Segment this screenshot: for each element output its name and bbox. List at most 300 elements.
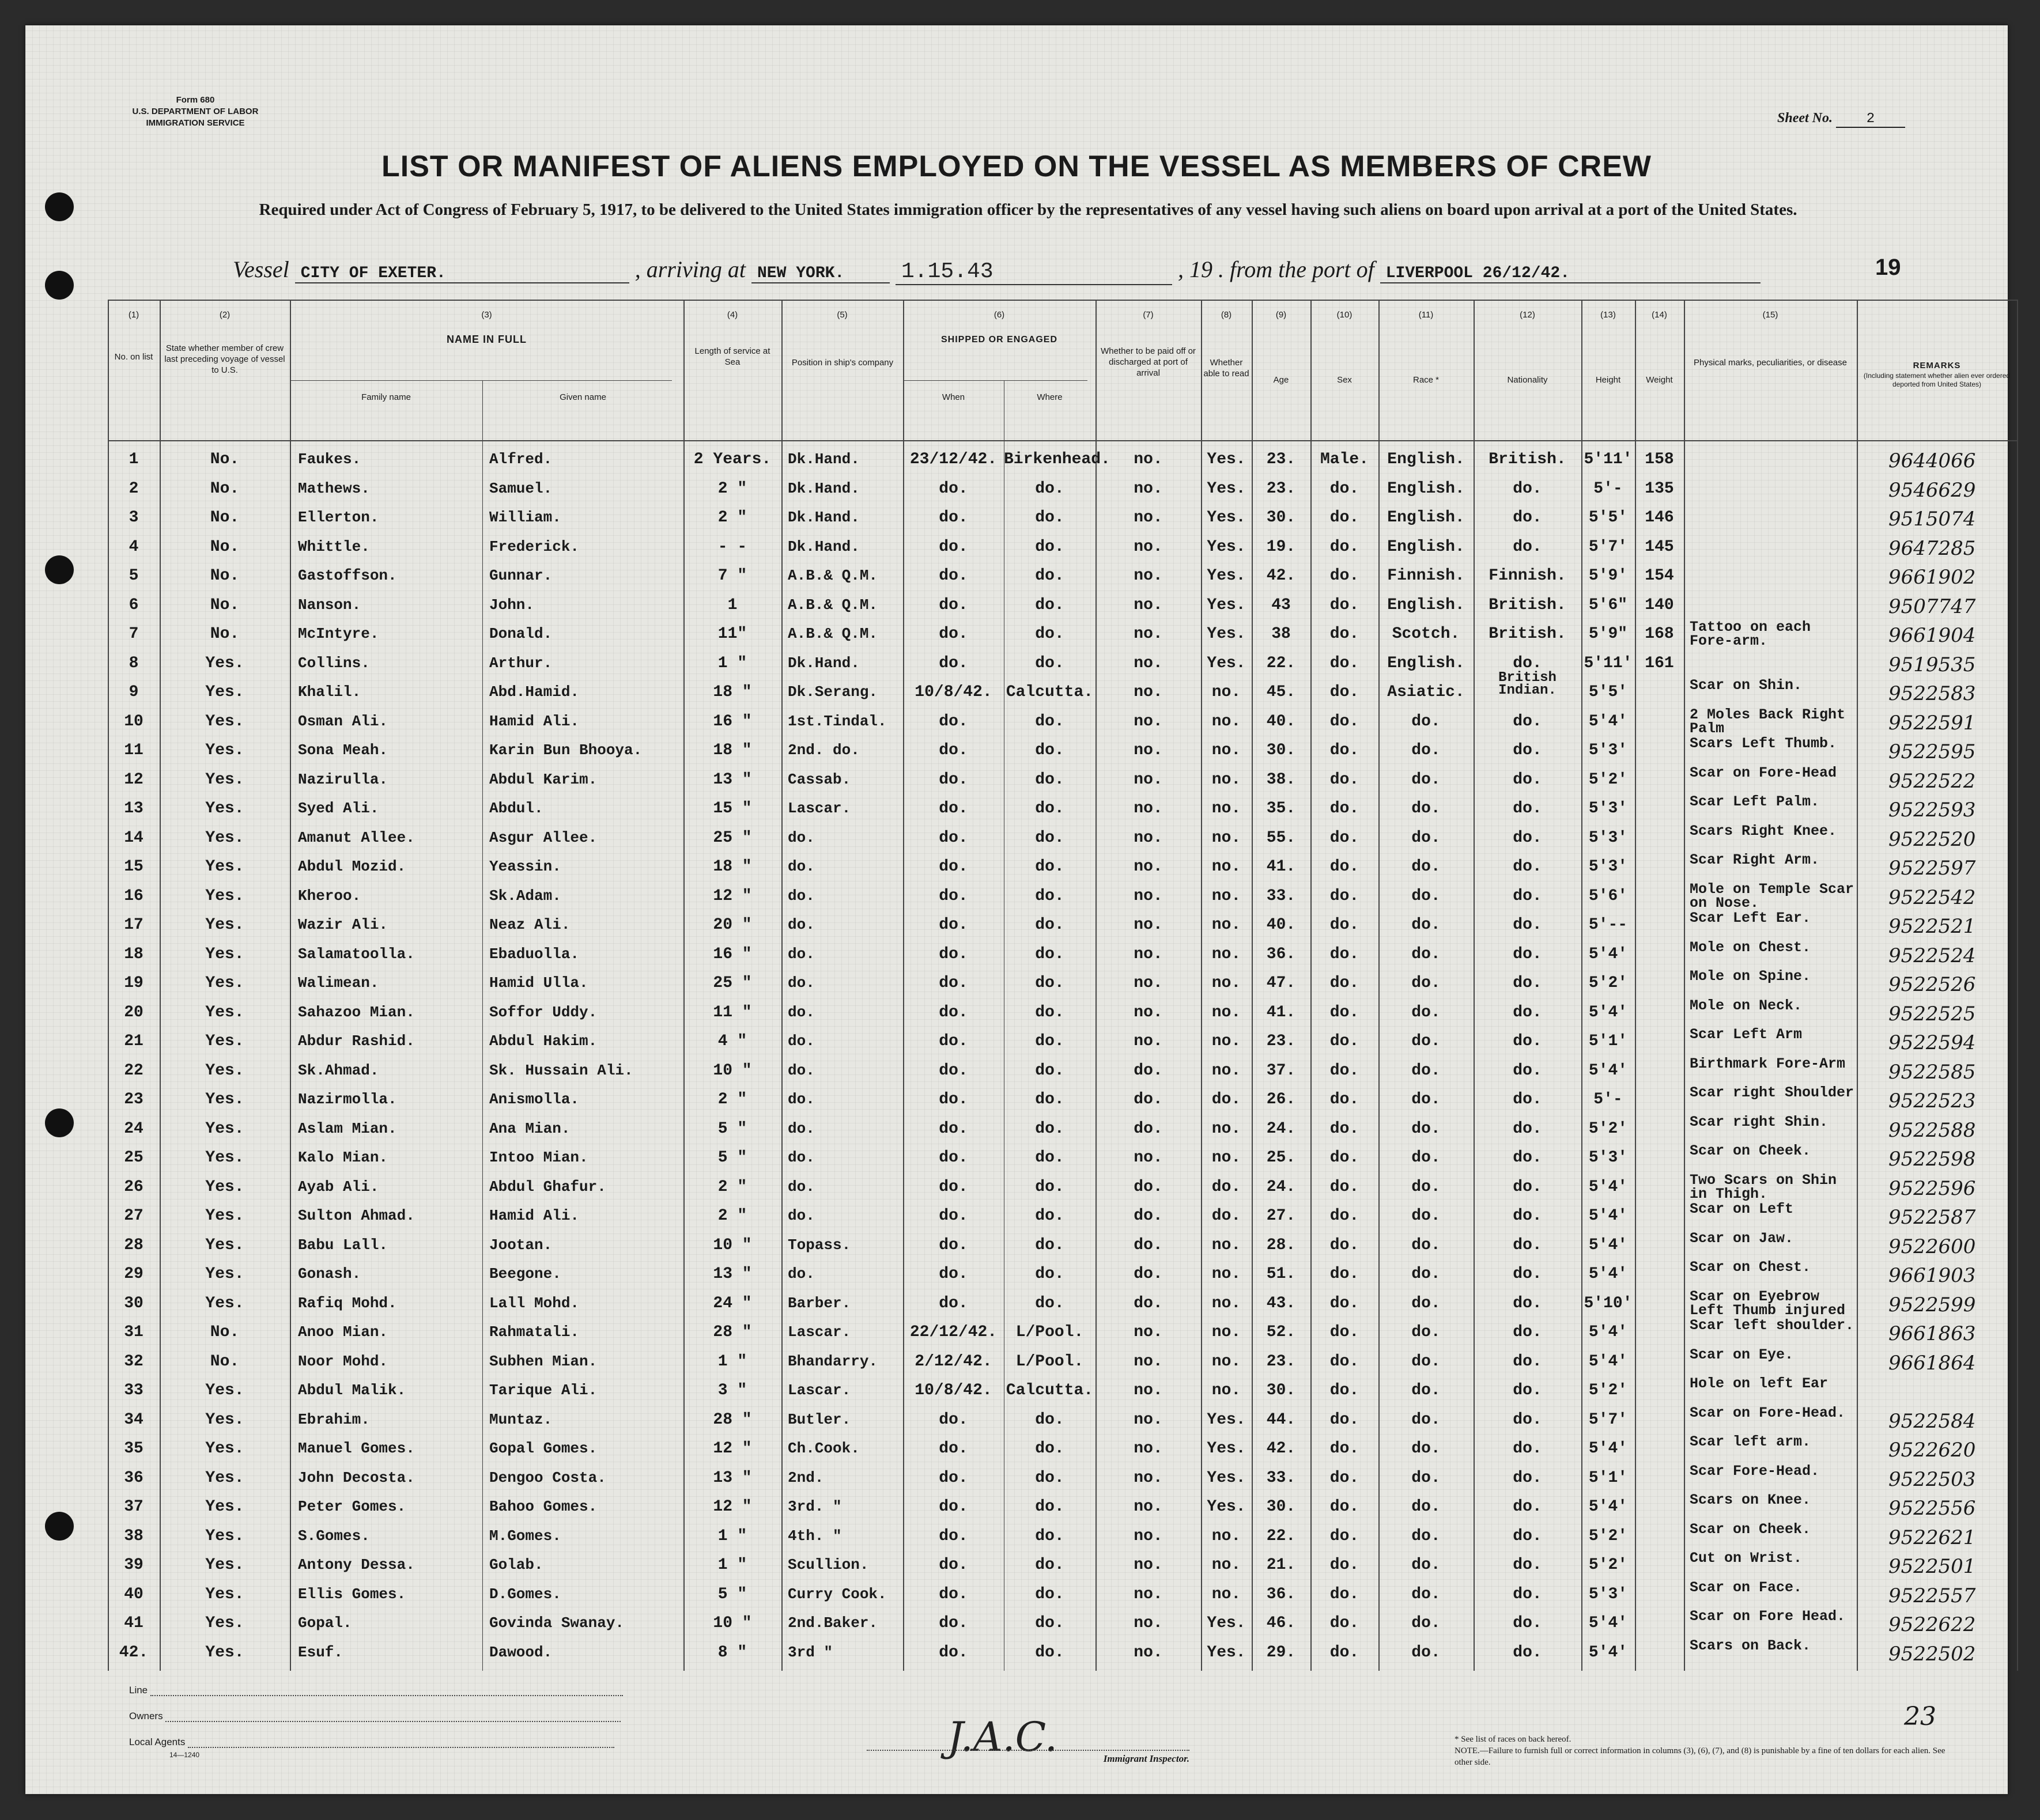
cell-race: do. — [1411, 1032, 1441, 1050]
cell-where: do. — [1035, 828, 1064, 847]
cell-n: 11 — [124, 741, 143, 759]
cell-sex: do. — [1329, 1294, 1359, 1312]
cell-service: 1 — [727, 596, 738, 614]
cell-family: Abdul Malik. — [298, 1382, 406, 1399]
cell-height: 5'1' — [1588, 1032, 1628, 1050]
cell-given: Rahmatali. — [489, 1323, 580, 1341]
cell-service: 5 " — [717, 1585, 747, 1603]
cell-remark: 9522588 — [1888, 1118, 1976, 1142]
cell-marks: Scars on Knee. — [1690, 1492, 1811, 1508]
cell-given: Ebaduolla. — [489, 945, 580, 963]
cell-read: do. — [1211, 1207, 1241, 1225]
cell-height: 5'4' — [1588, 1440, 1628, 1458]
cell-paid: no. — [1134, 596, 1163, 614]
cell-where: do. — [1035, 509, 1064, 527]
cell-paid: no. — [1134, 741, 1163, 759]
cell-height: 5'10' — [1584, 1294, 1633, 1312]
table-row — [108, 502, 2018, 531]
cell-given: John. — [489, 596, 535, 614]
cell-when: do. — [939, 1061, 968, 1080]
col-num-9: (9) — [1275, 310, 1287, 320]
cell-sex: do. — [1329, 1352, 1359, 1371]
cell-family: Mathews. — [298, 479, 370, 497]
cell-position: Butler. — [788, 1410, 851, 1428]
cell-n: 15 — [124, 858, 143, 876]
cell-remark: 9522526 — [1888, 973, 1976, 996]
cell-height: 5'3' — [1588, 828, 1628, 847]
cell-position: do. — [788, 1178, 815, 1195]
cell-remark: 9522583 — [1888, 682, 1976, 705]
cell-n: 27 — [124, 1207, 143, 1225]
col-num-1: (1) — [128, 310, 139, 320]
cell-remark: 9522600 — [1888, 1235, 1976, 1258]
cell-read: Yes. — [1207, 625, 1246, 643]
cell-nat: do. — [1513, 1149, 1542, 1167]
department: U.S. DEPARTMENT OF LABOR — [132, 107, 259, 116]
cell-nat: do. — [1513, 538, 1542, 556]
cell-race: English. — [1387, 596, 1465, 614]
cell-family: Aslam Mian. — [298, 1119, 397, 1137]
cell-family: Sona Meah. — [298, 741, 388, 759]
cell-position: do. — [788, 858, 815, 875]
cell-sex: do. — [1329, 1091, 1359, 1108]
cell-family: Nazirulla. — [298, 770, 388, 788]
cell-service: 4 " — [717, 1032, 747, 1050]
cell-sex: do. — [1329, 1003, 1359, 1021]
cell-nat: do. — [1513, 654, 1542, 672]
cell-marks: Scar Left Arm — [1690, 1026, 1803, 1043]
cell-service: 18 " — [713, 858, 752, 876]
cell-sex: Male. — [1320, 451, 1369, 468]
header-weight: Weight — [1646, 375, 1673, 385]
table-row — [108, 1346, 2018, 1375]
header-race: Race * — [1412, 375, 1440, 385]
cell-n: 33 — [124, 1382, 143, 1399]
cell-prev: Yes. — [205, 1440, 244, 1458]
cell-sex: do. — [1329, 1061, 1359, 1080]
cell-service: 15 " — [713, 800, 752, 818]
table-row — [108, 531, 2018, 561]
cell-nat: do. — [1513, 1178, 1542, 1196]
cell-race: do. — [1411, 1352, 1441, 1371]
cell-prev: No. — [210, 567, 240, 585]
cell-nat: do. — [1513, 1119, 1542, 1138]
cell-nat: do. — [1513, 1382, 1542, 1399]
cell-position: Dk.Hand. — [788, 479, 860, 497]
cell-family: Ebrahim. — [298, 1410, 370, 1428]
cell-race: do. — [1411, 1265, 1441, 1283]
cell-remark: 9644066 — [1888, 449, 1976, 472]
cell-service: 18 " — [713, 683, 752, 701]
cell-remark: 9522525 — [1888, 1002, 1976, 1026]
cell-where: do. — [1035, 1265, 1064, 1283]
cell-position: 1st.Tindal. — [788, 712, 887, 730]
cell-prev: Yes. — [205, 1149, 244, 1167]
cell-nat: do. — [1513, 1032, 1542, 1050]
cell-race: do. — [1411, 1294, 1441, 1312]
cell-position: do. — [788, 1119, 815, 1137]
cell-when: do. — [939, 974, 968, 992]
cell-paid: no. — [1134, 1323, 1163, 1341]
cell-when: do. — [939, 1091, 968, 1108]
cell-prev: Yes. — [205, 1556, 244, 1574]
manifest-page — [25, 25, 2011, 1794]
cell-age: 35. — [1266, 800, 1296, 818]
cell-remark: 9522521 — [1888, 915, 1976, 938]
cell-given: Dengoo Costa. — [489, 1469, 606, 1486]
cell-remark: 9515074 — [1888, 508, 1976, 531]
cell-n: 36 — [124, 1469, 143, 1487]
punch-hole-5 — [45, 271, 74, 300]
cell-marks: Scar right Shoulder — [1690, 1084, 1854, 1101]
cell-n: 3 — [129, 509, 139, 527]
cell-prev: Yes. — [205, 1469, 244, 1487]
cell-n: 39 — [124, 1556, 143, 1574]
cell-family: Gastoffson. — [298, 567, 397, 584]
cell-race: English. — [1387, 538, 1465, 556]
header-remarks: REMARKS — [1913, 361, 1961, 370]
cell-read: no. — [1211, 1265, 1241, 1283]
cell-marks: Cut on Wrist. — [1690, 1550, 1803, 1567]
cell-paid: no. — [1134, 479, 1163, 498]
col-num-11: (11) — [1418, 310, 1434, 320]
cell-service: 25 " — [713, 828, 752, 847]
cell-age: 38 — [1271, 625, 1291, 643]
cell-read: no. — [1211, 712, 1241, 731]
header-bottom-rule — [108, 440, 2018, 441]
cell-where: do. — [1035, 1614, 1064, 1632]
cell-given: Samuel. — [489, 479, 553, 497]
cell-race: do. — [1411, 1003, 1441, 1021]
cell-nat: do. — [1513, 1236, 1542, 1254]
cell-service: 12 " — [713, 887, 752, 905]
cell-prev: Yes. — [205, 1003, 244, 1021]
cell-age: 25. — [1266, 1149, 1296, 1167]
cell-nat: do. — [1513, 916, 1542, 934]
table-row — [108, 1491, 2018, 1520]
cell-weight: 140 — [1645, 596, 1674, 614]
cell-marks: Scars Right Knee. — [1690, 822, 1837, 839]
cell-family: McIntyre. — [298, 625, 379, 642]
cell-family: Salamatoolla. — [298, 945, 415, 963]
col-num-3: (3) — [481, 310, 492, 320]
table-row — [108, 648, 2018, 677]
cell-nat: British. — [1489, 451, 1566, 468]
cell-paid: no. — [1134, 567, 1163, 585]
cell-n: 21 — [124, 1032, 143, 1050]
cell-paid: no. — [1134, 1527, 1163, 1545]
cell-age: 30. — [1266, 1382, 1296, 1399]
cell-race: do. — [1411, 1119, 1441, 1138]
cell-position: do. — [788, 974, 815, 992]
cell-family: Babu Lall. — [298, 1236, 388, 1254]
cell-height: 5'3' — [1588, 741, 1628, 759]
cell-paid: no. — [1134, 1149, 1163, 1167]
cell-paid: no. — [1134, 887, 1163, 905]
cell-age: 41. — [1266, 1003, 1296, 1021]
cell-read: Yes. — [1207, 538, 1246, 556]
cell-n: 30 — [124, 1294, 143, 1312]
cell-where: do. — [1035, 1032, 1064, 1050]
cell-remark: 9522595 — [1888, 740, 1976, 763]
cell-position: Dk.Hand. — [788, 451, 860, 468]
cell-family: Nanson. — [298, 596, 361, 614]
cell-paid: no. — [1134, 1585, 1163, 1603]
cell-height: 5'7' — [1588, 1410, 1628, 1429]
cell-prev: Yes. — [205, 887, 244, 905]
cell-read: Yes. — [1207, 1643, 1246, 1662]
cell-height: 5'3' — [1588, 800, 1628, 818]
cell-height: 5'6' — [1588, 887, 1628, 905]
cell-position: 3rd " — [788, 1643, 833, 1661]
cell-remark: 9661903 — [1888, 1264, 1976, 1287]
cell-age: 43. — [1266, 1294, 1296, 1312]
cell-position: Lascar. — [788, 1323, 851, 1341]
cell-when: do. — [939, 567, 968, 585]
cell-service: 28 " — [713, 1323, 752, 1341]
note-star: * See list of races on back hereof. — [1455, 1735, 1571, 1744]
cell-marks: Scar on Fore Head. — [1690, 1608, 1846, 1625]
cell-remark: 9522594 — [1888, 1031, 1976, 1054]
cell-race: do. — [1411, 1643, 1441, 1662]
corner-number: 23 — [1904, 1702, 1936, 1731]
col-num-14: (14) — [1652, 310, 1667, 320]
cell-remark: 9522597 — [1888, 857, 1976, 880]
cell-sex: do. — [1329, 1323, 1359, 1341]
cell-height: 5'4' — [1588, 1178, 1628, 1196]
cell-remark: 9522520 — [1888, 827, 1976, 851]
footer-line — [129, 1685, 623, 1696]
cell-when: do. — [939, 1207, 968, 1225]
cell-remark: 9522599 — [1888, 1293, 1976, 1316]
cell-remark: 9522501 — [1888, 1555, 1976, 1578]
cell-read: no. — [1211, 916, 1241, 934]
cell-race: do. — [1411, 1527, 1441, 1545]
cell-marks: Scar right Shin. — [1690, 1113, 1829, 1130]
cell-read: Yes. — [1207, 1440, 1246, 1458]
cell-race: do. — [1411, 945, 1441, 963]
cell-height: 5'4' — [1588, 1323, 1628, 1341]
cell-position: Curry Cook. — [788, 1585, 887, 1603]
cell-age: 36. — [1266, 1585, 1296, 1603]
cell-n: 5 — [129, 567, 139, 585]
cell-n: 16 — [124, 887, 143, 905]
cell-nat: do. — [1513, 1527, 1542, 1545]
header-nationality: Nationality — [1507, 375, 1548, 385]
cell-age: 40. — [1266, 916, 1296, 934]
cell-prev: Yes. — [205, 1061, 244, 1080]
table-row — [108, 473, 2018, 502]
cell-service: 11" — [717, 625, 747, 643]
cell-given: Abdul Ghafur. — [489, 1178, 606, 1195]
cell-position: Dk.Hand. — [788, 509, 860, 526]
cell-remark: 9522587 — [1888, 1206, 1976, 1229]
cell-read: no. — [1211, 1294, 1241, 1312]
cell-paid: no. — [1134, 770, 1163, 789]
cell-remark: 9522622 — [1888, 1613, 1976, 1636]
cell-prev: Yes. — [205, 741, 244, 759]
cell-when: do. — [939, 800, 968, 818]
cell-when: do. — [939, 945, 968, 963]
cell-race: do. — [1411, 1614, 1441, 1632]
cell-n: 20 — [124, 1003, 143, 1021]
cell-paid: no. — [1134, 945, 1163, 963]
cell-race: do. — [1411, 1410, 1441, 1429]
cell-family: Ellerton. — [298, 509, 379, 526]
from-label: . from the port of — [1218, 256, 1374, 282]
cell-read: Yes. — [1207, 654, 1246, 672]
cell-age: 33. — [1266, 1469, 1296, 1487]
cell-family: Ellis Gomes. — [298, 1585, 406, 1603]
table-row — [108, 1171, 2018, 1201]
cell-sex: do. — [1329, 887, 1359, 905]
cell-given: Donald. — [489, 625, 553, 642]
cell-prev: Yes. — [205, 945, 244, 963]
cell-service: 20 " — [713, 916, 752, 934]
header-paid-off: Whether to be paid off or discharged at port of arrival — [1101, 346, 1196, 378]
cell-given: Beegone. — [489, 1265, 561, 1282]
cell-where: Birkenhead. — [1004, 451, 1110, 468]
cell-when: do. — [939, 1527, 968, 1545]
cell-position: Dk.Hand. — [788, 538, 860, 555]
cell-age: 21. — [1266, 1556, 1296, 1574]
cell-where: Calcutta. — [1006, 683, 1094, 701]
cell-race: do. — [1411, 887, 1441, 905]
from-port: LIVERPOOL 26/12/42. — [1380, 264, 1761, 283]
table-row — [108, 967, 2018, 997]
cell-prev: No. — [210, 479, 240, 498]
cell-when: do. — [939, 1585, 968, 1603]
cell-read: no. — [1211, 858, 1241, 876]
cell-race: Finnish. — [1387, 567, 1465, 585]
cell-position: Bhandarry. — [788, 1352, 878, 1370]
table-row — [108, 560, 2018, 589]
cell-where: do. — [1035, 538, 1064, 556]
cell-when: do. — [939, 1119, 968, 1138]
cell-prev: Yes. — [205, 1265, 244, 1283]
cell-prev: Yes. — [205, 1527, 244, 1545]
cell-nat: Finnish. — [1489, 567, 1566, 585]
owners-blank — [165, 1721, 621, 1722]
cell-sex: do. — [1329, 916, 1359, 934]
cell-paid: no. — [1134, 1003, 1163, 1021]
cell-remark: 9661902 — [1888, 566, 1976, 589]
header-no-on-list: No. on list — [114, 352, 153, 362]
crew-rows — [108, 444, 2018, 1666]
cell-sex: do. — [1329, 1207, 1359, 1225]
cell-paid: no. — [1134, 916, 1163, 934]
cell-age: 29. — [1266, 1643, 1296, 1662]
cell-n: 38 — [124, 1527, 143, 1545]
cell-sex: do. — [1329, 509, 1359, 527]
cell-nat: British. — [1489, 625, 1566, 643]
cell-race: do. — [1411, 741, 1441, 759]
cell-height: 5'4' — [1588, 1207, 1628, 1225]
cell-position: 2nd. — [788, 1469, 824, 1486]
cell-read: Yes. — [1207, 1469, 1246, 1487]
cell-race: do. — [1411, 1207, 1441, 1225]
cell-position: do. — [788, 1207, 815, 1224]
cell-family: S.Gomes. — [298, 1527, 370, 1545]
cell-paid: no. — [1134, 625, 1163, 643]
cell-age: 37. — [1266, 1061, 1296, 1080]
cell-prev: Yes. — [205, 1207, 244, 1225]
cell-position: do. — [788, 945, 815, 963]
table-row — [108, 1026, 2018, 1055]
cell-age: 46. — [1266, 1614, 1296, 1632]
cell-position: 2nd. do. — [788, 741, 860, 759]
cell-paid: no. — [1134, 683, 1163, 701]
cell-family: Peter Gomes. — [298, 1498, 406, 1515]
cell-remark: 9522502 — [1888, 1642, 1976, 1666]
cell-age: 23. — [1266, 451, 1296, 468]
cell-sex: do. — [1329, 741, 1359, 759]
cell-paid: do. — [1134, 1178, 1163, 1196]
cell-position: Barber. — [788, 1294, 851, 1312]
cell-when: do. — [939, 1178, 968, 1196]
cell-when: do. — [939, 654, 968, 672]
cell-given: Dawood. — [489, 1643, 553, 1661]
cell-read: no. — [1211, 828, 1241, 847]
form-identifier — [89, 94, 302, 129]
cell-service: 5 " — [717, 1119, 747, 1138]
cell-given: Hamid Ulla. — [489, 974, 588, 992]
cell-nat: do. — [1513, 800, 1542, 818]
cell-height: 5'2' — [1588, 1382, 1628, 1399]
page-number: 19 — [1875, 255, 1901, 280]
cell-n: 35 — [124, 1440, 143, 1458]
cell-nat: do. — [1513, 1061, 1542, 1080]
note-text: NOTE.—Failure to furnish full or correct information in columns (3), (6), (7), and (8) is punishable by a fine of ten dollars for each alien. See other side. — [1455, 1746, 1945, 1767]
cell-read: no. — [1211, 1585, 1241, 1603]
col-num-6: (6) — [993, 310, 1005, 320]
shipped-subrule — [903, 380, 1087, 381]
cell-given: Sk.Adam. — [489, 887, 561, 905]
cell-given: Abdul Hakim. — [489, 1032, 598, 1050]
cell-race: do. — [1411, 916, 1441, 934]
cell-family: Abdul Mozid. — [298, 858, 406, 875]
cell-paid: no. — [1134, 828, 1163, 847]
cell-n: 34 — [124, 1410, 143, 1429]
cell-n: 23 — [124, 1091, 143, 1108]
cell-sex: do. — [1329, 1614, 1359, 1632]
cell-given: William. — [489, 509, 561, 526]
cell-position: do. — [788, 828, 815, 846]
page-subtitle: Required under Act of Congress of February 5, 1917, to be delivered to the United States immigration officer by the representatives of any vessel having such aliens on board upon arrival at a port of the United States. — [259, 200, 1797, 219]
cell-where: do. — [1035, 800, 1064, 818]
cell-when: do. — [939, 1149, 968, 1167]
cell-age: 41. — [1266, 858, 1296, 876]
cell-where: do. — [1035, 567, 1064, 585]
table-row — [108, 444, 2018, 473]
cell-family: Whittle. — [298, 538, 370, 555]
cell-sex: do. — [1329, 596, 1359, 614]
cell-marks: Mole on Chest. — [1690, 939, 1811, 956]
cell-given: Muntaz. — [489, 1410, 553, 1428]
cell-given: Gunnar. — [489, 567, 553, 584]
cell-position: A.B.& Q.M. — [788, 596, 878, 614]
cell-family: Antony Dessa. — [298, 1556, 415, 1573]
crew-table — [108, 300, 2018, 1671]
cell-position: do. — [788, 1091, 815, 1108]
cell-read: no. — [1211, 1236, 1241, 1254]
cell-service: 1 " — [717, 1527, 747, 1545]
cell-service: 1 " — [717, 1556, 747, 1574]
name-subrule — [290, 380, 672, 381]
cell-given: Bahoo Gomes. — [489, 1498, 598, 1515]
cell-service: 2 Years. — [693, 451, 772, 468]
cell-remark: 9522584 — [1888, 1409, 1976, 1433]
